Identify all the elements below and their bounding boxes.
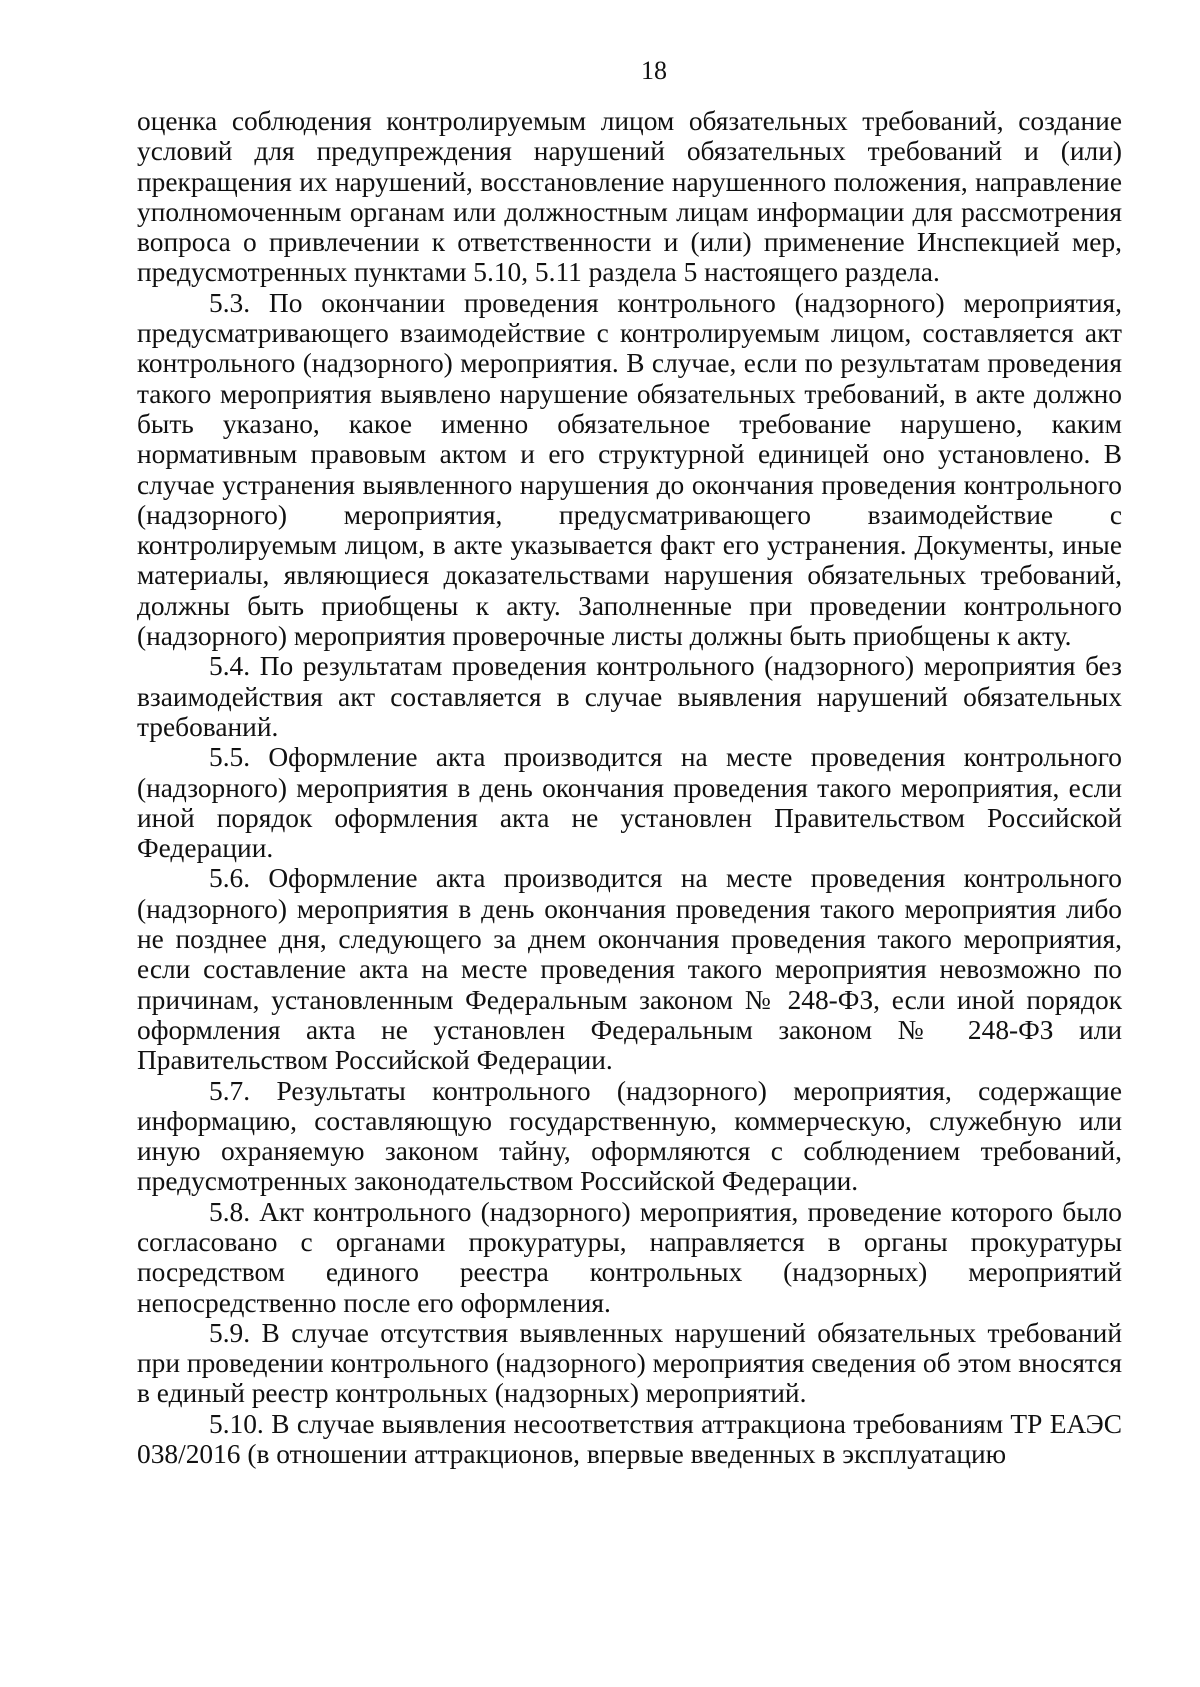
paragraph-5-4: 5.4. По результатам проведения контрольного (надзорного) мероприятия без взаимодействия акт составляется в случае выявления нарушений обязательных требований.	[137, 651, 1122, 742]
paragraph-5-8: 5.8. Акт контрольного (надзорного) мероприятия, проведение которого было согласовано с органами прокуратуры, направляется в органы прокуратуры посредством единого реестра контрольных (надзорных) мероприятий непосредственно после его оформления.	[137, 1196, 1122, 1318]
paragraph-5-5: 5.5. Оформление акта производится на месте проведения контрольного (надзорного) мероприятия в день окончания проведения такого мероприятия, если иной порядок оформления акта не установлен Правительством Российской Федерации.	[137, 742, 1122, 864]
page-number: 18	[641, 56, 667, 85]
document-body	[137, 106, 1122, 1469]
paragraph-continuation: оценка соблюдения контролируемым лицом обязательных требований, создание условий для предупреждения нарушений обязательных требований и (или) прекращения их нарушений, восстановление нарушенного положения, направление уполномоченным органам или должностным лицам информации для рассмотрения вопроса о привлечении к ответственности и (или) применение Инспекцией мер, предусмотренных пунктами 5.10, 5.11 раздела 5 настоящего раздела.	[137, 106, 1122, 288]
paragraph-5-7: 5.7. Результаты контрольного (надзорного) мероприятия, содержащие информацию, составляющую государственную, коммерческую, служебную или иную охраняемую законом тайну, оформляются с соблюдением требований, предусмотренных законодательством Российской Федерации.	[137, 1075, 1122, 1197]
paragraph-5-9: 5.9. В случае отсутствия выявленных нарушений обязательных требований при проведении контрольного (надзорного) мероприятия сведения об этом вносятся в единый реестр контрольных (надзорных) мероприятий.	[137, 1317, 1122, 1409]
paragraph-5-10: 5.10. В случае выявления несоответствия аттракциона требованиям ТР ЕАЭС 038/2016 (в отношении аттракционов, впервые введенных в эксплуатацию	[137, 1408, 1122, 1470]
paragraph-5-3: 5.3. По окончании проведения контрольного (надзорного) мероприятия, предусматривающего взаимодействие с контролируемым лицом, составляется акт контрольного (надзорного) мероприятия. В случае, если по результатам проведения такого мероприятия выявлено нарушение обязательных требований, в акте должно быть указано, какое именно обязательное требование нарушено, каким нормативным правовым актом и его структурной единицей оно установлено. В случае устранения выявленного нарушения до окончания проведения контрольного (надзорного) мероприятия, предусматривающего взаимодействие с контролируемым лицом, в акте указывается факт его устранения. Документы, иные материалы, являющиеся доказательствами нарушения обязательных требований, должны быть приобщены к акту. Заполненные при проведении контрольного (надзорного) мероприятия проверочные листы должны быть приобщены к акту.	[137, 287, 1122, 652]
paragraph-5-6: 5.6. Оформление акта производится на месте проведения контрольного (надзорного) мероприятия в день окончания проведения такого мероприятия либо не позднее дня, следующего за днем окончания проведения такого мероприятия, если составление акта на месте проведения такого мероприятия невозможно по причинам, установленным Федеральным законом № 248-ФЗ, если иной порядок оформления акта не установлен Федеральным законом № 248-ФЗ или Правительством Российской Федерации.	[137, 863, 1122, 1076]
